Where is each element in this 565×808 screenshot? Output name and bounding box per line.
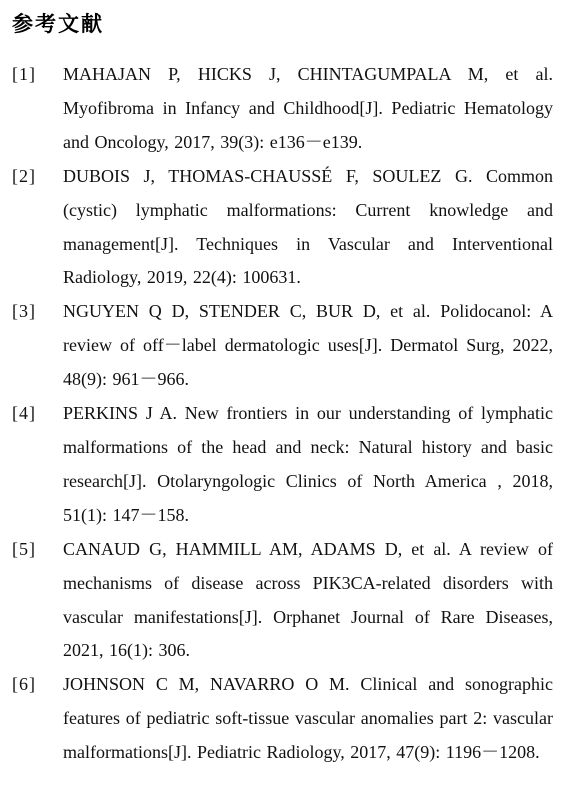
reference-item-1: [0, 58, 565, 160]
reference-text: NGUYEN Q D, STENDER C, BUR D, et al. Polidocanol: A review of off－label dermatologic uses[J]. Dermatol Surg, 2022, 48(9): 961－966.: [63, 301, 553, 390]
reference-item-4: [0, 397, 565, 533]
reference-number: [6]: [12, 674, 36, 695]
reference-number: [4]: [12, 403, 36, 424]
reference-item-6: [0, 668, 565, 770]
reference-list: [0, 58, 565, 770]
reference-number: [3]: [12, 301, 36, 322]
reference-item-2: [0, 160, 565, 296]
reference-text: MAHAJAN P, HICKS J, CHINTAGUMPALA M, et al. Myofibroma in Infancy and Childhood[J]. Pediatric Hematology and Oncology, 2017, 39(3): e136－e139.: [63, 64, 553, 152]
reference-number: [1]: [12, 64, 36, 84]
reference-item-3: [0, 295, 565, 397]
reference-number: [5]: [12, 538, 36, 559]
references-heading: 参考文献: [12, 12, 104, 36]
reference-text: JOHNSON C M, NAVARRO O M. Clinical and sonographic features of pediatric soft-tissue vascular anomalies part 2: vascular malformations[J]. Pediatric Radiology, 2017, 47(9): 1196－1208.: [63, 674, 553, 763]
reference-text: CANAUD G, HAMMILL AM, ADAMS D, et al. A review of mechanisms of disease across PIK3CA-related disorders with vascular manifestations[J]. Orphanet Journal of Rare Diseases, 2021, 16(1): 306.: [63, 538, 553, 661]
reference-item-5: [0, 533, 565, 669]
reference-text: PERKINS J A. New frontiers in our understanding of lymphatic malformations of the head and neck: Natural history and basic research[J]. Otolaryngologic Clinics of North America , 2018, 51(1): 147－158.: [63, 403, 553, 525]
reference-text: DUBOIS J, THOMAS-CHAUSSÉ F, SOULEZ G. Common (cystic) lymphatic malformations: Current knowledge and management[J]. Techniques in Vascular and Interventional Radiology, 2019, 22(4): 100631.: [63, 165, 553, 288]
reference-number: [2]: [12, 165, 36, 186]
